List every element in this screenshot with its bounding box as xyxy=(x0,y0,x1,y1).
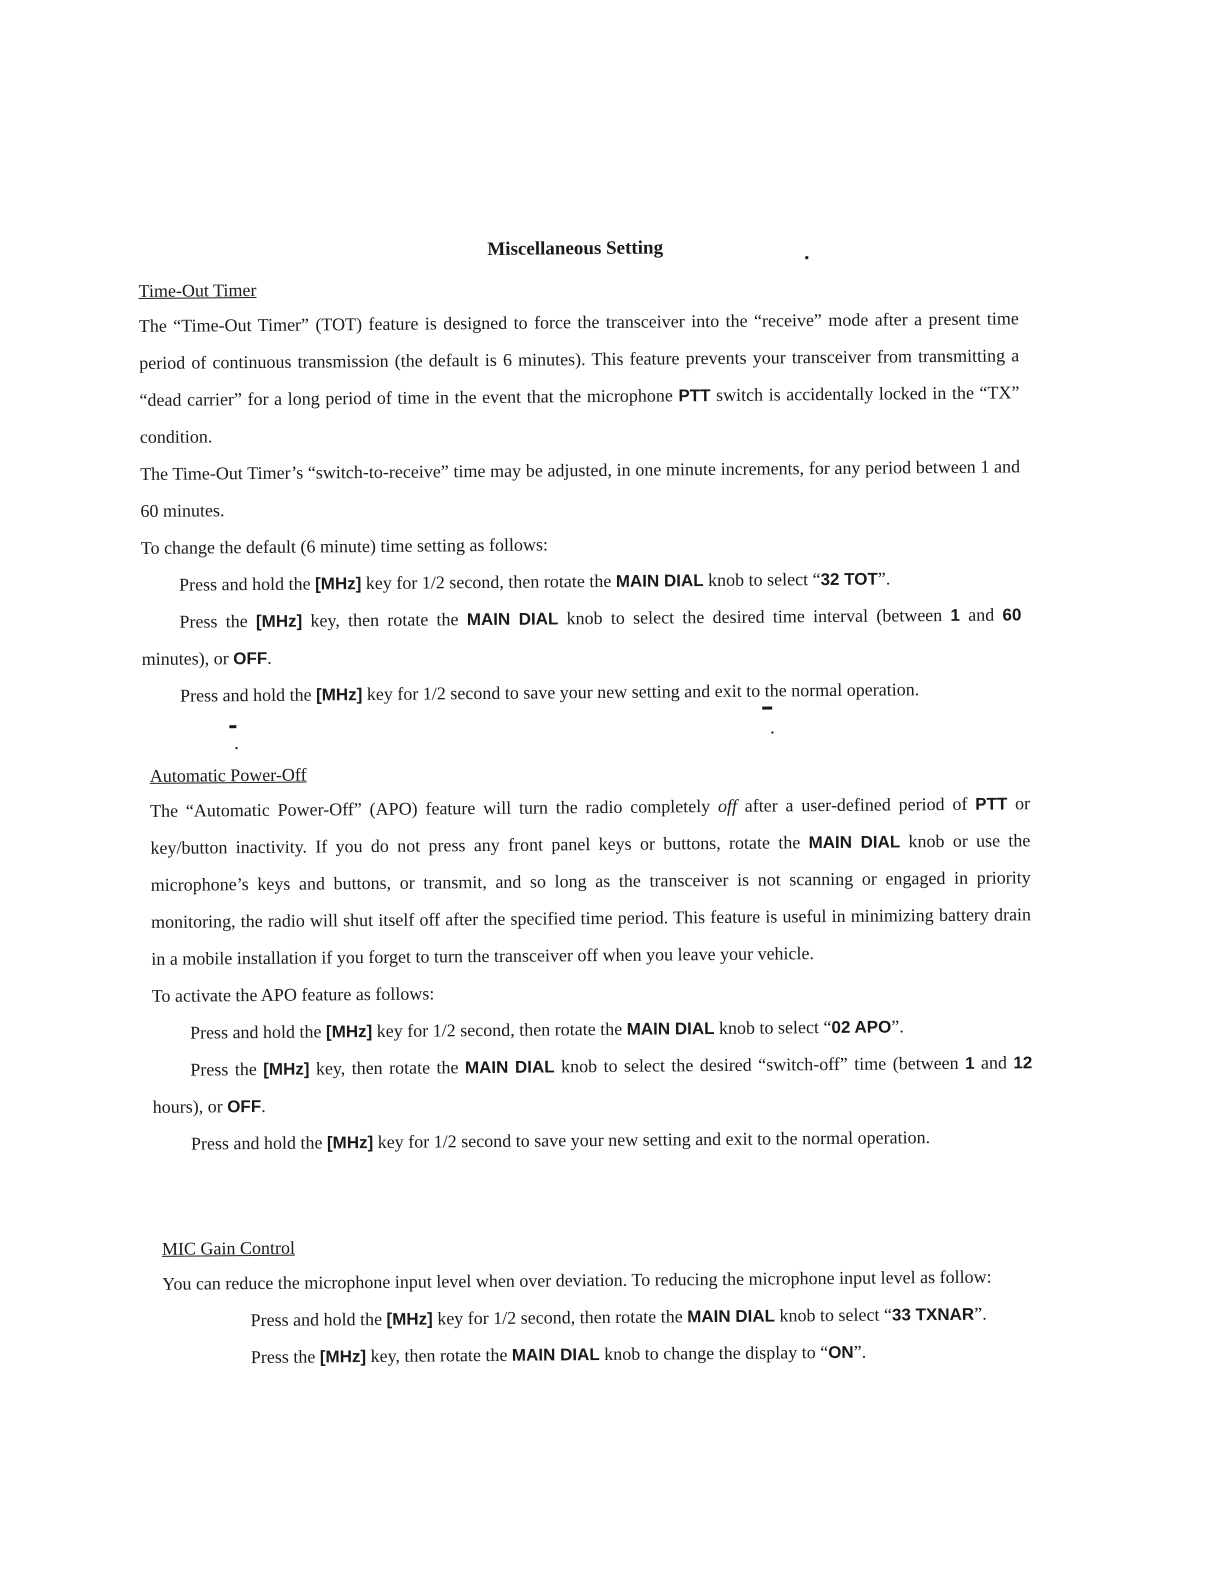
mhz-key-label: [MHz] xyxy=(326,1132,374,1153)
text: or key/button inactivity. If you do not press any front panel keys or buttons, rotate the xyxy=(150,793,1031,858)
paragraph: To activate the APO feature as follows: xyxy=(151,983,435,1006)
step-3 xyxy=(142,670,1022,715)
text: after a user-defined period of xyxy=(736,793,976,816)
ptt-label: PTT xyxy=(678,386,711,406)
mhz-key-label: [MHz] xyxy=(263,1059,310,1079)
text: Press and hold the xyxy=(250,1308,387,1331)
text: knob or use the microphone’s keys and buttons, or transmit, and so long as the transceiver is not scanning or engaged in priority monitoring, the radio will shut itself off after the specified time period. This feature is useful in minimizing battery drain in a mobile installation if you forget to turn the transceiver off when you leave your vehicle. xyxy=(150,830,1032,969)
section-automatic-power-off xyxy=(150,751,1033,1163)
off-value: OFF xyxy=(227,1096,262,1117)
text: key, then rotate the xyxy=(302,609,467,631)
step-2 xyxy=(163,1332,1043,1377)
menu-value: 32 TOT xyxy=(820,569,878,590)
mhz-key-label: [MHz] xyxy=(319,1347,367,1367)
page-title: Miscellaneous Setting xyxy=(487,237,664,260)
step-2 xyxy=(152,1044,1033,1126)
step-1 xyxy=(162,1295,1042,1340)
menu-value: 02 APO xyxy=(831,1017,892,1037)
section-mic-gain-control xyxy=(162,1224,1043,1377)
text: Press and hold the xyxy=(189,1021,327,1043)
main-dial-label: MAIN DIAL xyxy=(511,1345,600,1365)
text: Press and hold the xyxy=(179,573,316,595)
step-2 xyxy=(141,596,1022,678)
paragraph xyxy=(150,785,1032,978)
mhz-key-label: [MHz] xyxy=(325,1021,373,1042)
paragraph: You can reduce the microphone input level when over deviation. To reducing the microphone input level as follow: xyxy=(162,1266,992,1294)
text: key for 1/2 second, then rotate the xyxy=(432,1306,688,1329)
section-heading: Time-Out Timer xyxy=(138,279,257,302)
scan-speck xyxy=(229,725,236,728)
paragraph: The Time-Out Timer’s “switch-to-receive” time may be adjusted, in one minute increments, for any period between 1 and 60 minutes. xyxy=(140,456,1021,521)
text: . xyxy=(267,647,272,668)
text: The “Automatic Power-Off” (APO) feature will turn the radio completely xyxy=(149,795,719,821)
text: Press the xyxy=(179,610,257,632)
scan-speck xyxy=(236,747,238,749)
text: key for 1/2 second, then rotate the xyxy=(372,1018,627,1041)
text: ”. xyxy=(853,1341,867,1362)
ptt-label: PTT xyxy=(975,794,1008,814)
text: Press and hold the xyxy=(190,1132,328,1154)
text: hours), or xyxy=(152,1096,228,1117)
off-emphasis: off xyxy=(717,795,738,816)
text: . xyxy=(261,1095,266,1116)
text: knob to select the desired “switch-off” time (between xyxy=(554,1052,966,1077)
range-max: 12 xyxy=(1013,1053,1033,1073)
step-3 xyxy=(153,1118,1033,1163)
text: and xyxy=(959,604,1003,625)
display-value: ON xyxy=(828,1342,854,1363)
scan-speck xyxy=(762,706,772,709)
text: Press the xyxy=(250,1346,320,1368)
mhz-key-label: [MHz] xyxy=(315,574,362,594)
scan-speck xyxy=(771,731,773,733)
text: key, then rotate the xyxy=(366,1344,512,1367)
text: switch is accidentally locked in the “TX” condition. xyxy=(139,382,1020,448)
section-heading: Automatic Power-Off xyxy=(149,764,307,786)
section-heading: MIC Gain Control xyxy=(161,1237,295,1259)
text: key for 1/2 second to save your new setting and exit to the normal operation. xyxy=(373,1127,931,1152)
text: key for 1/2 second, then rotate the xyxy=(361,570,616,594)
main-dial-label: MAIN DIAL xyxy=(615,571,704,591)
text: knob to select “ xyxy=(714,1016,832,1039)
paragraph xyxy=(139,300,1020,456)
section-time-out-timer xyxy=(138,266,1022,715)
main-dial-label: MAIN DIAL xyxy=(626,1019,715,1039)
main-dial-label: MAIN DIAL xyxy=(687,1306,776,1327)
text: The “Time-Out Timer” (TOT) feature is designed to force the transceiver into the “receive” mode after a present time period of continuous transmission (the default is 6 minutes). This feature prevents your transceiver from transmitting a “dead carrier” for a long period of time in the event that the microphone xyxy=(138,308,1020,411)
mhz-key-label: [MHz] xyxy=(386,1309,433,1329)
main-dial-label: MAIN DIAL xyxy=(808,832,901,853)
text: ”. xyxy=(891,1016,904,1037)
text: knob to select the desired time interval (between xyxy=(558,604,951,629)
paragraph: To change the default (6 minute) time setting as follows: xyxy=(140,534,548,558)
text: ”. xyxy=(974,1303,987,1324)
menu-value: 33 TXNAR xyxy=(891,1304,975,1325)
main-dial-label: MAIN DIAL xyxy=(464,1057,555,1078)
main-dial-label: MAIN DIAL xyxy=(466,609,559,630)
text: Press the xyxy=(190,1058,264,1080)
text: knob to select “ xyxy=(703,569,821,591)
range-min: 1 xyxy=(950,605,961,625)
text: and xyxy=(974,1052,1014,1073)
text: key, then rotate the xyxy=(309,1057,465,1079)
off-value: OFF xyxy=(233,648,268,669)
range-min: 1 xyxy=(964,1053,975,1073)
scan-speck xyxy=(805,256,808,259)
text: ”. xyxy=(877,568,891,589)
text: key for 1/2 second to save your new setting and exit to the normal operation. xyxy=(362,679,920,705)
mhz-key-label: [MHz] xyxy=(315,685,363,705)
text: Press and hold the xyxy=(179,684,317,706)
text: knob to select “ xyxy=(774,1304,893,1326)
range-max: 60 xyxy=(1002,605,1022,625)
text: minutes), or xyxy=(141,648,234,669)
text: knob to change the display to “ xyxy=(599,1342,829,1365)
mhz-key-label: [MHz] xyxy=(255,611,303,631)
